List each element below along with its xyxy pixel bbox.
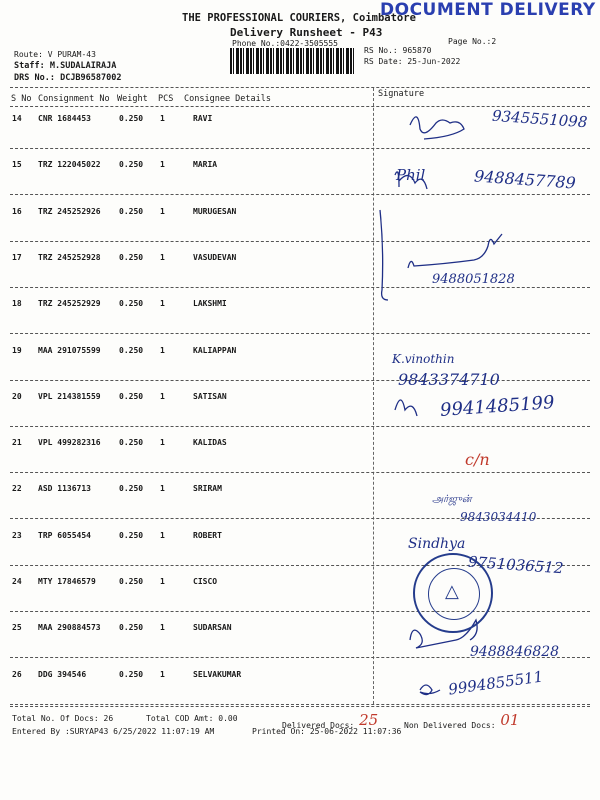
printed-label: Printed On: [252,727,305,736]
row-consignee: KALIDAS [193,438,227,448]
cn-note-21: c/n [465,450,490,469]
row-consignment-no: MTY 17846579 [38,577,96,586]
row-divider [10,287,590,288]
row-pcs: 1 [160,299,165,309]
row-weight: 0.250 [119,299,144,309]
cod-value: 0.00 [218,714,238,723]
col-sno: S No [11,94,32,104]
row-consignment-no: CNR 1684453 [38,114,91,123]
printed-value: 25-06-2022 11:07:36 [309,727,402,736]
table-row [0,340,600,386]
row-pcs: 1 [160,160,165,170]
printed-on [252,727,401,736]
footer-top-rule [10,706,590,707]
row-consignee: CISCO [193,577,218,586]
page-number: Page No.:2 [448,37,497,46]
row-weight: 0.250 [119,114,144,123]
row-consignee: LAKSHMI [193,299,227,309]
document-delivery-stamp: DOCUMENT DELIVERY [380,0,596,20]
table-row [0,293,600,339]
row-sno: 18 [12,299,22,309]
row-sno: 24 [12,577,22,586]
row-consignee: ROBERT [193,530,222,540]
signature-name-23: Sindhya [408,536,466,552]
row-sno: 17 [12,252,22,262]
row-consignment-no: VPL 499282316 [38,438,101,448]
row-divider [10,380,590,381]
row-pcs: 1 [160,669,165,679]
rs-no-value: 965870 [402,46,432,55]
total-docs [12,714,113,723]
row-weight: 0.250 [119,252,144,262]
row-pcs: 1 [160,345,165,355]
row-consignment-no: TRZ 245252929 [38,299,101,309]
rs-no-label: RS No.: [364,46,398,55]
entered-value: SURYAP43 6/25/2022 11:07:19 AM [69,727,215,736]
row-consignment-no: MAA 290884573 [38,623,101,633]
drs-value: DCJB96587002 [60,73,122,83]
row-sno: 15 [12,160,22,170]
rs-no-row [364,46,431,55]
phone-handwritten-15: 9488457789 [473,166,577,193]
staff-label: Staff: [14,61,45,71]
row-consignment-no: TRP 6055454 [38,530,91,540]
drs-label: DRS No.: [14,73,55,83]
phone-handwritten-17: 9488051828 [432,272,515,287]
entered-by [12,727,214,736]
row-sno: 19 [12,345,22,355]
barcode [230,48,355,74]
rs-date-value: 25-Jun-2022 [407,57,461,66]
row-weight: 0.250 [119,345,144,355]
drs-row [14,73,122,83]
row-weight: 0.250 [119,577,144,586]
row-consignment-no: TRZ 245252928 [38,252,101,262]
row-sno: 22 [12,484,22,494]
row-pcs: 1 [160,530,165,540]
row-pcs: 1 [160,484,165,494]
row-consignee: SRIRAM [193,484,222,494]
row-consignee: MARIA [193,160,218,170]
row-pcs: 1 [160,438,165,448]
row-sno: 14 [12,114,22,123]
row-divider [10,333,590,334]
phone-handwritten-26: 9994855511 [447,667,545,699]
company-seal [413,553,493,633]
row-weight: 0.250 [119,391,144,401]
delivered-value: 25 [359,711,379,729]
row-sno: 21 [12,438,22,448]
total-docs-value: 26 [103,714,114,723]
non-delivered-label: Non Delivered Docs: [404,721,496,730]
route-label: Route: [14,50,43,59]
total-cod [146,714,238,723]
row-consignee: KALIAPPAN [193,345,237,355]
phone-handwritten-22: 9843034410 [460,510,537,524]
signature-name-19: K.vinothin [392,352,455,366]
col-signature: Signature [378,89,425,99]
row-divider [10,611,590,612]
row-consignment-no: MAA 291075599 [38,345,101,355]
signature-name-22: அர்ஜுன் [432,494,472,505]
row-divider [10,704,590,705]
runsheet-title: Delivery Runsheet - P43 [230,26,383,39]
row-consignment-no: DDG 394546 [38,669,87,679]
table-row [0,571,600,617]
phone-handwritten-20: 9941485199 [439,392,556,421]
row-weight: 0.250 [119,438,144,448]
phone-handwritten-23: 9751036512 [467,552,564,578]
row-pcs: 1 [160,114,165,123]
entered-label: Entered By : [12,727,70,736]
row-consignment-no: TRZ 122045022 [38,160,101,170]
phone-handwritten-19: 9843374710 [398,370,500,389]
row-weight: 0.250 [119,160,144,170]
route-row [14,50,96,59]
row-divider [10,426,590,427]
col-weight: Weight [117,94,148,104]
signature-name-15: Phil [396,166,426,184]
row-pcs: 1 [160,391,165,401]
row-consignee: SATISAN [193,391,227,401]
row-pcs: 1 [160,577,165,586]
seal-mark-icon: △ [445,581,459,602]
row-weight: 0.250 [119,669,144,679]
row-weight: 0.250 [119,206,144,216]
col-pcs: PCS [158,94,174,104]
row-sno: 20 [12,391,22,401]
row-pcs: 1 [160,206,165,216]
rs-date-label: RS Date: [364,57,403,66]
row-consignee: SELVAKUMAR [193,669,242,679]
col-consignee: Consignee Details [184,94,271,104]
row-weight: 0.250 [119,623,144,633]
non-delivered-docs [404,711,520,732]
row-divider [10,148,590,149]
table-row [0,201,600,247]
table-row [0,432,600,478]
route-value: V PURAM-43 [47,50,96,59]
delivered-label: Delivered Docs: [282,721,355,730]
total-docs-label: Total No. Of Docs: [12,714,99,723]
row-sno: 23 [12,530,22,540]
row-consignment-no: TRZ 245252926 [38,206,101,216]
phone-number: Phone No.:0422-3505555 [232,39,338,48]
row-consignee: RAVI [193,114,213,123]
row-pcs: 1 [160,252,165,262]
row-consignee: VASUDEVAN [193,252,237,262]
col-consignment: Consignment No [38,94,110,104]
row-divider [10,194,590,195]
row-consignee: SUDARSAN [193,623,232,633]
row-sno: 26 [12,669,22,679]
row-consignment-no: VPL 214381559 [38,391,101,401]
cod-label: Total COD Amt: [146,714,214,723]
row-consignment-no: ASD 1136713 [38,484,91,494]
company-name: THE PROFESSIONAL COURIERS, Coimbatore [182,12,416,24]
row-weight: 0.250 [119,530,144,540]
row-weight: 0.250 [119,484,144,494]
phone-handwritten-14: 9345551098 [491,106,588,132]
rs-date-row [364,57,460,66]
row-consignee: MURUGESAN [193,206,237,216]
staff-row [14,61,116,71]
staff-value: M.SUDALAIRAJA [49,61,117,71]
row-sno: 16 [12,206,22,216]
non-delivered-value: 01 [500,711,520,729]
row-sno: 25 [12,623,22,633]
phone-handwritten-25: 9488846828 [470,644,560,660]
row-divider [10,241,590,242]
table-top-rule [10,87,590,88]
row-divider [10,472,590,473]
row-pcs: 1 [160,623,165,633]
